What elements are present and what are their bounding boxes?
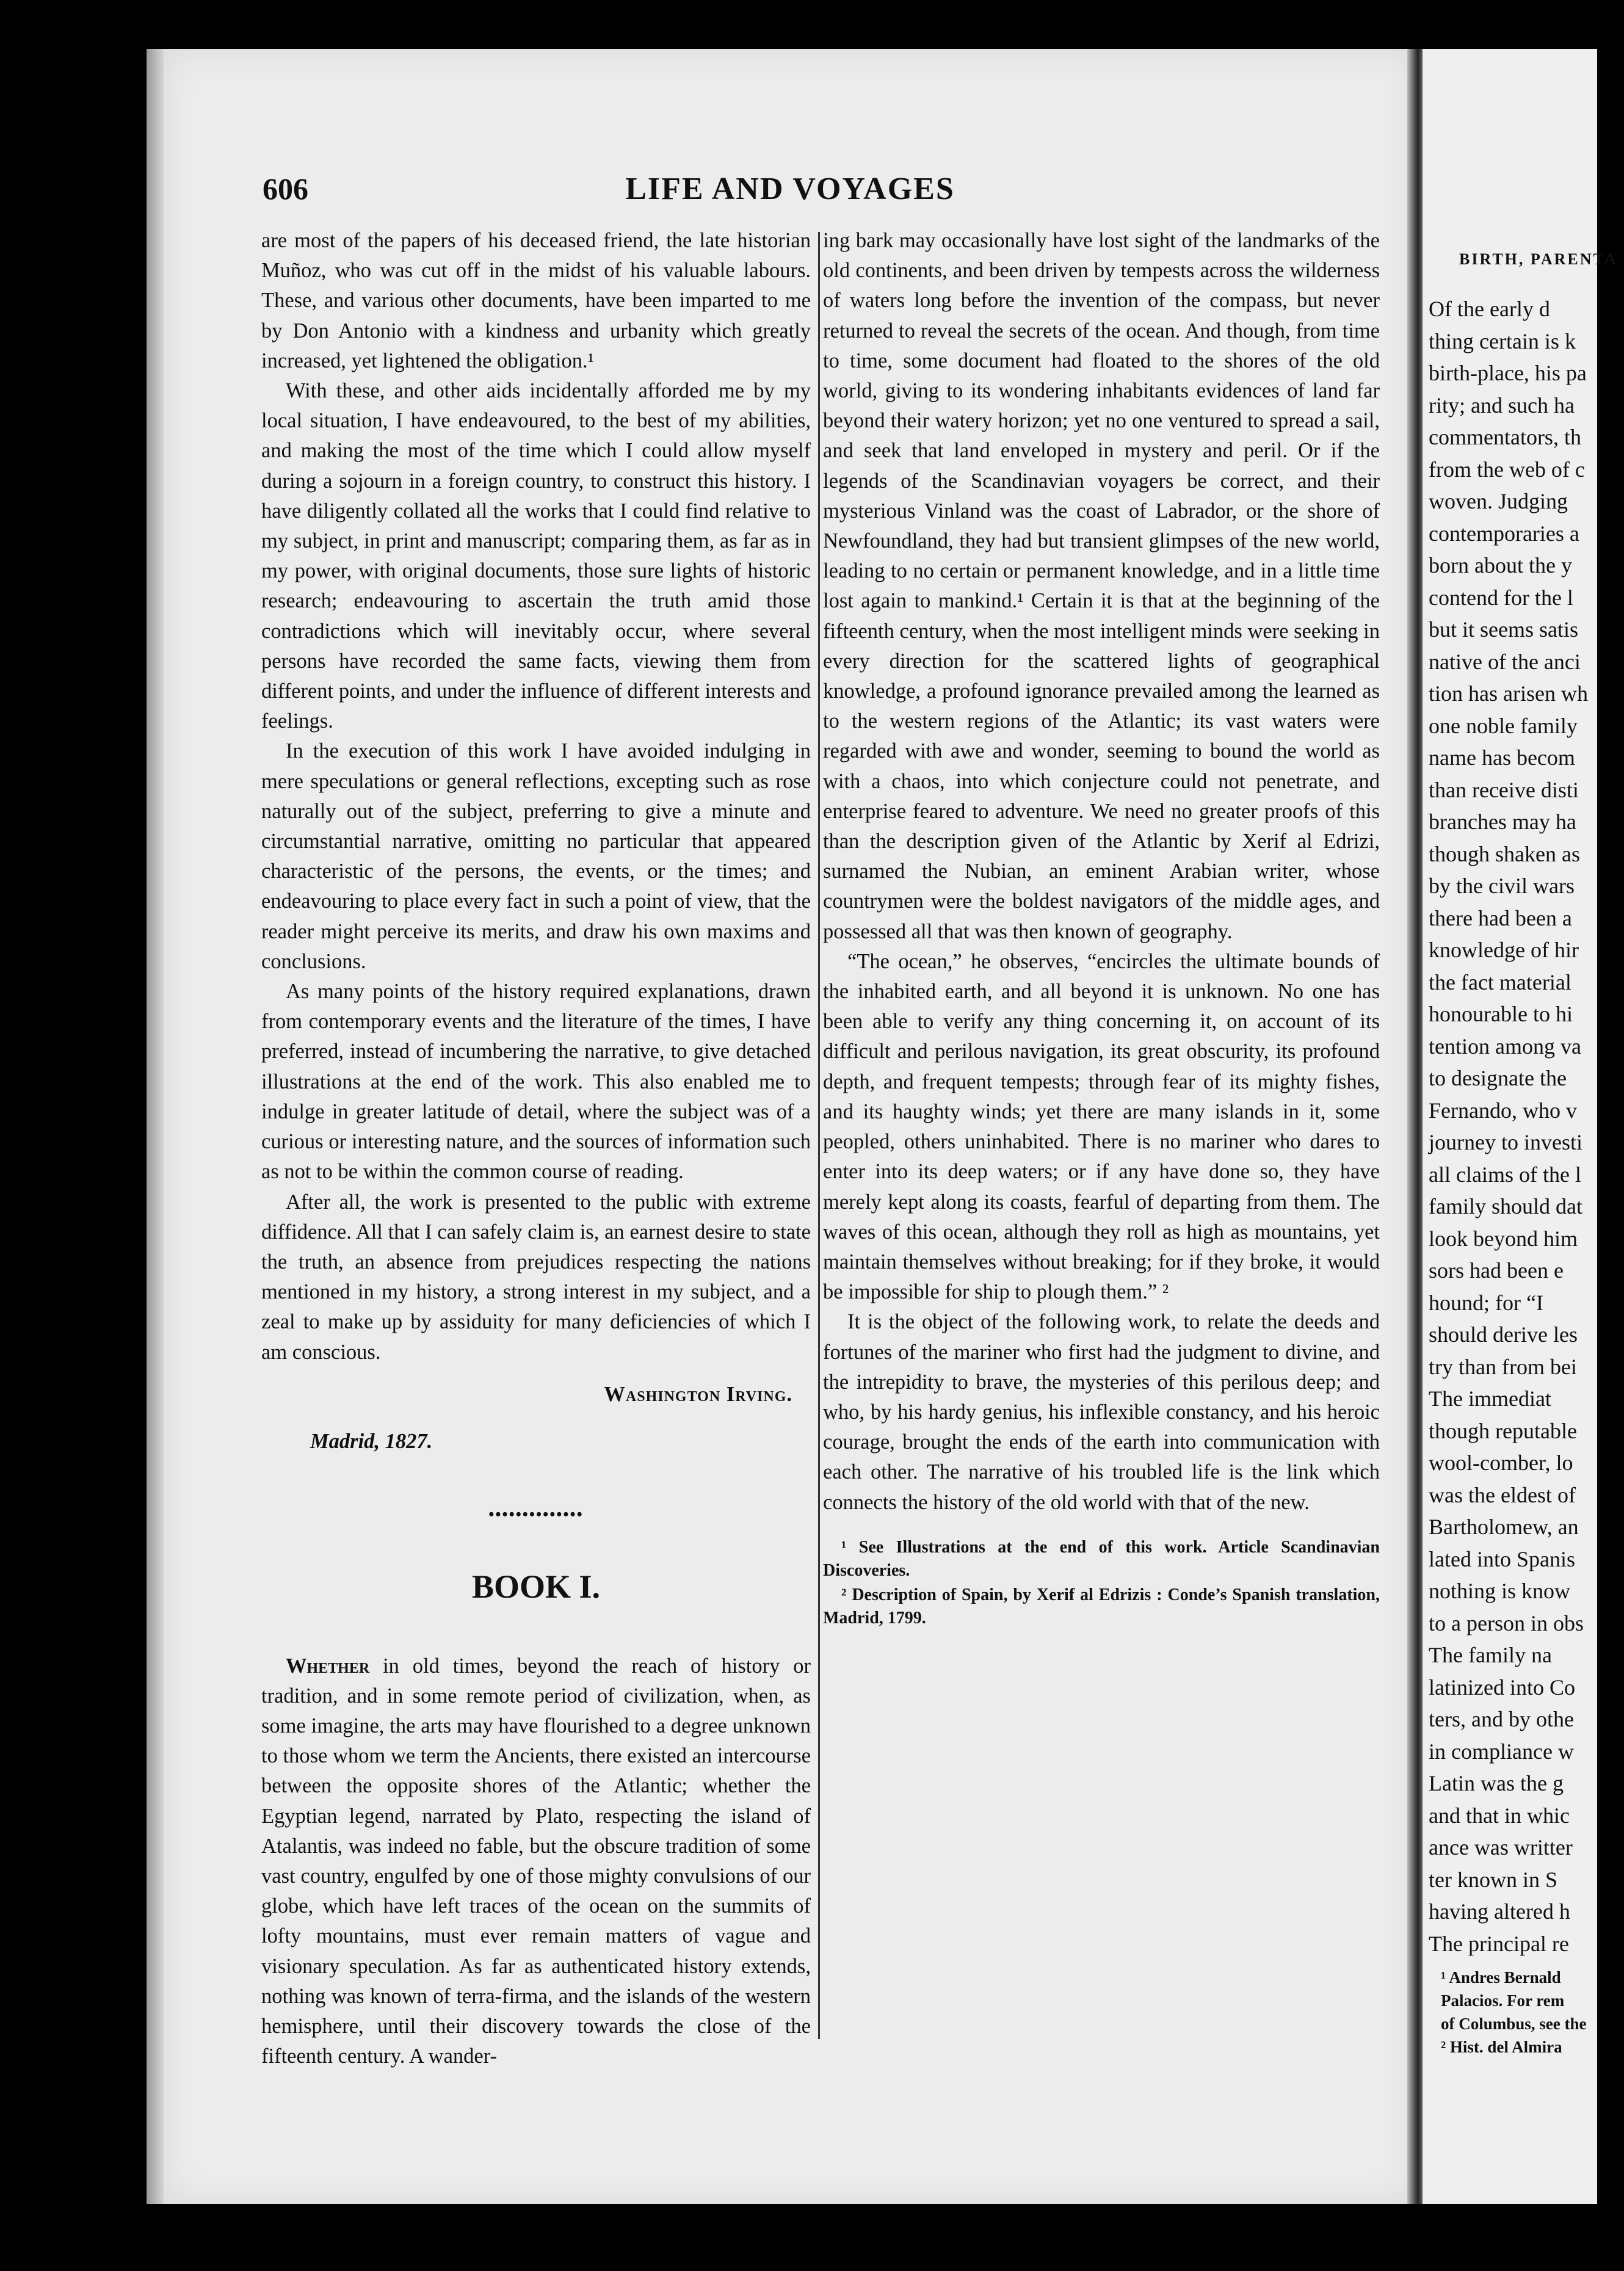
facing-line: rity; and such ha [1429,393,1575,418]
facing-line: contend for the l [1429,585,1573,610]
facing-note: Palacios. For rem [1441,1991,1565,2010]
facing-line: journey to investi [1429,1130,1582,1154]
facing-line: and that in whic [1429,1803,1570,1828]
facing-line: ters, and by othe [1429,1707,1574,1731]
facing-line: name has becom [1429,745,1575,770]
facing-note: ² Hist. del Almira [1441,2038,1562,2056]
facing-line: The principal re [1429,1931,1569,1956]
footnote: ² Description of Spain, by Xerif al Edrizis : Conde’s Spanish translation, Madrid, 1799. [823,1585,1380,1628]
facing-line: tion has arisen wh [1429,681,1588,706]
facing-line: Fernando, who v [1429,1098,1577,1123]
facing-line: by the civil wars [1429,874,1575,898]
facing-line: was the eldest of [1429,1482,1576,1507]
facing-line: from the web of c [1429,457,1585,482]
facing-line: there had been a [1429,905,1572,930]
facing-line: The family na [1429,1643,1552,1667]
facing-line: tention among va [1429,1034,1581,1059]
facing-line: commentators, th [1429,425,1581,449]
paragraph: ing bark may occasionally have lost sight of the landmarks of the old continents, and been driven by tempests across the wilderness of waters long before the invention of the compass, but never returned to reveal the secrets of the ocean. And though, from time to time, some document had floated to the shores of the old world, giving to its wondering inhabitants evidences of land far beyond their watery horizon; yet no one ventured to spread a sail, and seek that land enveloped in mystery and peril. Or if the legends of the Scandinavian voyagers be correct, and their mysterious Vinland was the coast of Labrador, or the shore of Newfoundland, they had but transient glimpses of the new world, leading to no certain or permanent knowledge, and in a little time lost again to mankind.¹ Certain it is that at the beginning of the fifteenth century, when the most intelligent minds were seeking in every direction for the scattered lights of geographical knowledge, a profound ignorance prevailed among the learned as to the western regions of the Atlantic; its vast waters were regarded with awe and wonder, seeming to bound the world as with a chaos, into which conjecture could not penetrate, and enterprise feared to adventure. We need no greater proofs of this than the description given of the Atlantic by Xerif al Edrizi, surnamed the Nubian, an eminent Arabian writer, whose countrymen were the boldest navigators of the middle ages, and possessed all that was then known of geography. [823,229,1380,943]
facing-line: native of the anci [1429,649,1581,674]
facing-line: nothing is know [1429,1579,1571,1603]
facing-line: ance was writter [1429,1835,1573,1860]
book-heading: BOOK I. [471,1568,601,1606]
facing-line: having altered h [1429,1899,1570,1924]
facing-line: thing certain is k [1429,328,1576,353]
page-number: 606 [263,172,308,206]
facing-line: though reputable [1429,1418,1577,1443]
facing-line: lated into Spanis [1429,1546,1575,1571]
paragraph: It is the object of the following work, to relate the deeds and fortunes of the mariner who first had the judgment to divine, and the intrepidity to brave, the mysteries of this perilous deep; and who, by his hardy genius, his inflexible constancy, and his heroic courage, brought the ends of the earth into communication with each other. The narrative of his troubled life is the link which connects the history of the old world with that of the new. [823,1310,1380,1514]
facing-line: The immediat [1429,1386,1551,1411]
facing-page-text [1429,293,1624,1960]
facing-line: try than from bei [1429,1354,1577,1379]
facing-line: but it seems satis [1429,617,1578,642]
book-page [164,49,1416,2204]
left-column [261,226,811,2071]
signature: Washington Irving. [604,1382,792,1406]
column-rule [818,232,820,2039]
paragraph: With these, and other aids incidentally afforded me by my local situation, I have endeavoured, to the best of my abilities, and making the most of the time which I could allow myself during a sojourn in a foreign country, to construct this history. I have diligently collated all the works that I could find relative to my subject, in print and manuscript; comparing them, as far as in my power, with original documents, those sure lights of historic research; endeavouring to ascertain the truth amid those contradictions which will inevitably occur, where several persons have recorded the same facts, viewing them from different points, and under the influence of different interests and feelings. [261,379,811,733]
footnotes [823,1536,1380,1630]
facing-line: though shaken as [1429,841,1580,866]
facing-note: ¹ Andres Bernald [1441,1968,1561,1987]
facing-line: sors had been e [1429,1258,1564,1283]
facing-line: family should dat [1429,1194,1582,1219]
first-word: Whether [286,1654,370,1678]
footnote: ¹ See Illustrations at the end of this work. Article Scandinavian Discoveries. [823,1537,1380,1580]
paragraph: As many points of the history required explanations, drawn from contemporary events and the literature of the times, I have preferred, instead of incumbering the narrative, to give detached illustrations at the end of the work. This also enabled me to indulge in greater latitude of detail, where the subject was of a curious or interesting nature, and the sources of information such as not to be within the common course of reading. [261,980,811,1184]
paragraph: “The ocean,” he observes, “encircles the ultimate bounds of the inhabited earth, and all beyond it is unknown. No one has been able to verify any thing concerning it, on account of its difficult and perilous navigation, its great obscurity, its profound depth, and frequent tempests; through fear of its mighty fishes, and its haughty winds; yet there are many islands in it, some peopled, others uninhabited. There is no mariner who dares to enter into its deep waters; or if any have done so, they have merely kept along its coasts, fearful of departing from them. The waves of this ocean, although they roll as high as mountains, yet maintain themselves without breaking; for if they broke, it would be impossible for ship to plough them.” ² [823,949,1380,1304]
ornament-divider: •••••••••••••• [488,1505,584,1524]
paragraph: are most of the papers of his deceased friend, the late historian Muñoz, who was cut off in the midst of his valuable labours. These, and various other documents, have been imparted to me by Don Antonio with a kindness and urbanity which greatly increased, yet lightened the obligation.¹ [261,229,811,372]
facing-line: in compliance w [1429,1739,1574,1764]
facing-line: honourable to hi [1429,1002,1573,1026]
facing-line: wool-comber, lo [1429,1451,1573,1475]
paragraph: After all, the work is presented to the public with extreme diffidence. All that I can safely claim is, an earnest desire to state the truth, an absence from prejudices respecting the nations mentioned in my history, a strong interest in my subject, and a zeal to make up by assiduity for many deficiencies of which I am conscious. [261,1190,811,1364]
facing-line: contemporaries a [1429,521,1579,546]
facing-line: than receive disti [1429,777,1579,802]
facing-line: branches may ha [1429,810,1576,834]
facing-line: all claims of the l [1429,1162,1581,1187]
facing-line: to a person in obs [1429,1610,1584,1635]
paragraph: In the execution of this work I have avoided indulging in mere speculations or general reflections, excepting such as rose naturally out of the subject, preferring to give a minute and circumstantial narrative, omitting no particular that appeared characteristic of the persons, the events, or the times; and endeavouring to place every fact in such a point of view, that the reader might perceive its merits, and draw his own maxims and conclusions. [261,739,811,973]
facing-line: the fact material [1429,969,1571,994]
chapter-text: in old times, beyond the reach of history or tradition, and in some remote period of civilization, when, as some imagine, the arts may have flourished to a degree unknown to those whom we term the Ancients, there existed an intercourse between the opposite shores of the Atlantic; whether the Egyptian legend, narrated by Plato, respecting the island of Atalantis, was indeed no fable, but the obscure tradition of some vast country, engulfed by one of those mighty convulsions of our globe, which have left traces of the ocean on the summits of lofty mountains, must ever remain matters of vague and visionary speculation. As far as authenticated history extends, nothing was known of terra-firma, and the islands of the western hemisphere, until their discovery towards the close of the fifteenth century. A wander- [261,1654,811,2068]
dateline: Madrid, 1827. [310,1429,433,1453]
right-column [823,226,1380,1631]
page-header [164,171,1416,220]
facing-line: ter known in S [1429,1867,1557,1892]
running-title: LIFE AND VOYAGES [625,172,955,206]
facing-page-notes [1441,1966,1624,2059]
chapter-opening [261,1651,811,2072]
facing-line: look beyond him [1429,1226,1578,1251]
facing-line: hound; for “I [1429,1290,1543,1315]
facing-line: knowledge of hir [1429,938,1579,962]
facing-line: latinized into Co [1429,1675,1575,1700]
facing-line: woven. Judging [1429,489,1568,513]
facing-line: Of the early d [1429,297,1550,321]
facing-line: Latin was the g [1429,1771,1564,1795]
facing-page [1423,49,1618,2204]
facing-page-heading: BIRTH, PARENTA [1459,250,1618,268]
facing-line: born about the y [1429,553,1572,578]
facing-line: Bartholomew, an [1429,1515,1579,1539]
facing-line: birth-place, his pa [1429,361,1587,385]
facing-note: of Columbus, see the [1441,2015,1587,2033]
facing-line: to designate the [1429,1066,1567,1090]
facing-line: one noble family [1429,713,1578,738]
facing-line: should derive les [1429,1322,1578,1347]
